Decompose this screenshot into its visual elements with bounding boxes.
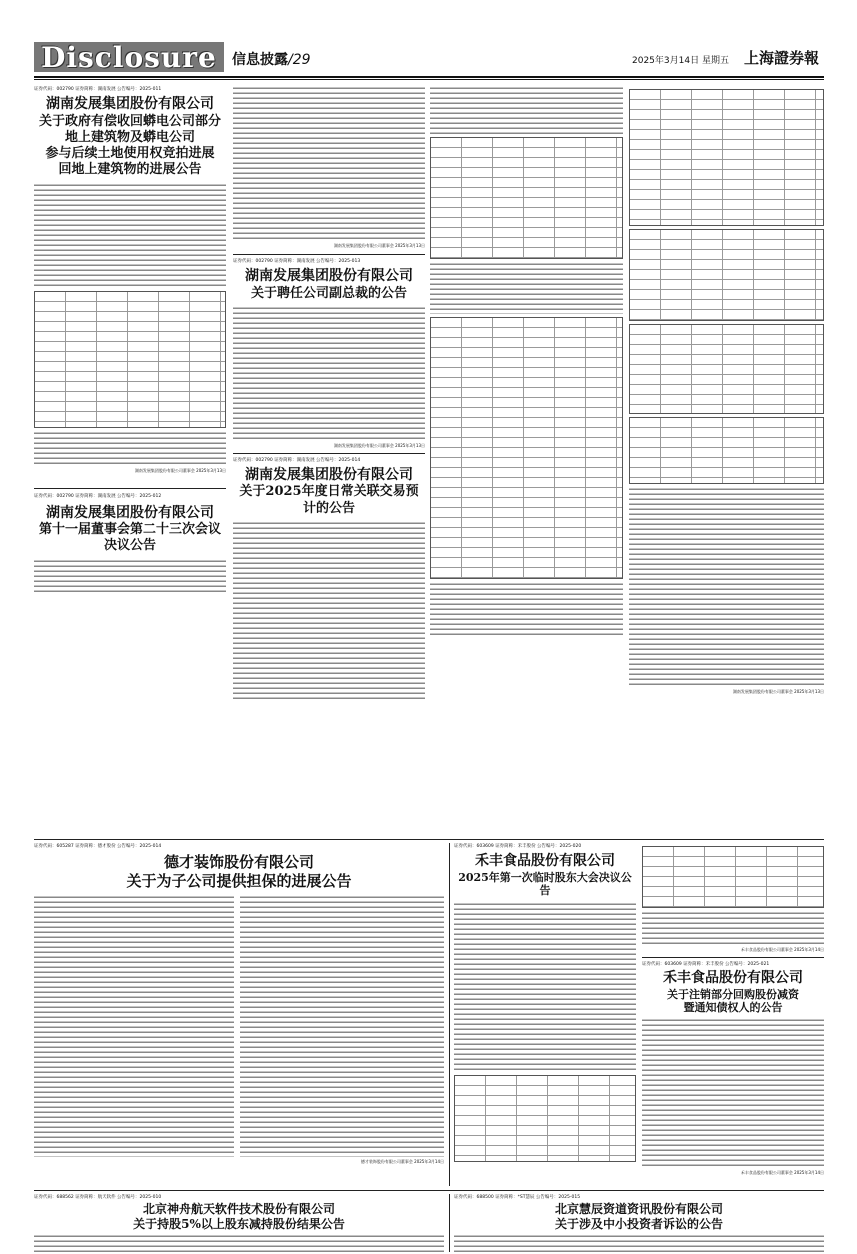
article-body bbox=[34, 559, 226, 595]
article-body bbox=[233, 521, 425, 701]
article-title-line: 关于政府有偿收回蟒电公司部分 bbox=[38, 113, 221, 129]
article-body bbox=[34, 183, 226, 288]
article-meta: 证券代码：688500 证券简称：*ST慧辰 公告编号：2025-015 bbox=[454, 1195, 581, 1200]
article-meta: 证券代码：605287 证券简称：德才股份 公告编号：2025-014 bbox=[34, 844, 162, 849]
company-name: 湖南发展集团股份有限公司 bbox=[245, 466, 413, 483]
article-title-line: 关于涉及中小投资者诉讼的公告 bbox=[554, 1217, 723, 1231]
section-divider bbox=[34, 1190, 824, 1191]
article-body bbox=[430, 86, 623, 134]
article-meta: 证券代码：688562 证券简称：航天软件 公告编号：2025-010 bbox=[34, 1195, 162, 1200]
company-name: 禾丰食品股份有限公司 bbox=[663, 970, 803, 986]
column-divider bbox=[449, 843, 450, 1186]
article-meta: 证券代码：002790 证券简称：湖南发展 公告编号：2025-014 bbox=[233, 457, 361, 463]
column-divider bbox=[449, 1194, 450, 1252]
issue-date: 2025年3月14日 星期五 bbox=[632, 56, 729, 66]
article-title-line: 关于聘任公司副总裁的公告 bbox=[250, 285, 407, 301]
data-table bbox=[629, 324, 824, 414]
article-decai bbox=[34, 843, 444, 1186]
article-body bbox=[454, 902, 636, 1072]
signature: 湖南发展集团股份有限公司董事会 2025年3月13日 bbox=[333, 243, 425, 248]
article-huichen bbox=[454, 1194, 824, 1252]
article-meta: 证券代码：603609 证券简称：禾丰股份 公告编号：2025-021 bbox=[642, 962, 770, 967]
article-meta: 证券代码：002790 证券简称：湖南发展 公告编号：2025-013 bbox=[233, 259, 361, 264]
article-body bbox=[233, 306, 425, 441]
article-meta: 证券代码：002790 证券简称：湖南发展 公告编号：2025-011 bbox=[34, 87, 162, 92]
article-hunan-3 bbox=[430, 86, 623, 834]
article-hunan-1 bbox=[34, 86, 226, 834]
section-name: 信息披露 bbox=[232, 52, 288, 68]
article-hunan-4 bbox=[629, 86, 824, 834]
article-body bbox=[642, 911, 824, 945]
signature: 湖南发展集团股份有限公司董事会 2025年3月13日 bbox=[333, 442, 425, 448]
data-table bbox=[454, 1075, 636, 1162]
article-body bbox=[454, 1234, 824, 1252]
article-hunan-2 bbox=[233, 86, 425, 834]
article-title-line: 关于为子公司提供担保的进展公告 bbox=[126, 871, 352, 890]
data-table bbox=[34, 291, 226, 428]
newspaper-name: 上海證券報 bbox=[744, 49, 820, 67]
article-body bbox=[233, 86, 425, 241]
company-name: 禾丰食品股份有限公司 bbox=[475, 853, 615, 869]
article-body bbox=[642, 1018, 824, 1168]
signature: 禾丰食品股份有限公司董事会 2025年3月14日 bbox=[740, 947, 824, 952]
article-body bbox=[34, 895, 234, 1157]
section-title bbox=[232, 49, 311, 69]
data-table bbox=[629, 229, 824, 321]
article-wellhope bbox=[454, 843, 824, 1186]
article-title-line: 回地上建筑物的进展公告 bbox=[58, 162, 202, 178]
company-name: 德才装饰股份有限公司 bbox=[163, 853, 314, 871]
signature: 湖南发展集团股份有限公司董事会 2025年3月13日 bbox=[134, 467, 226, 473]
divider bbox=[34, 488, 226, 489]
article-title-line: 关于持股5%以上股东减持股份结果公告 bbox=[133, 1217, 345, 1231]
article-aerospace bbox=[34, 1194, 444, 1252]
data-table bbox=[430, 317, 623, 579]
article-meta: 证券代码：002790 证券简称：湖南发展 公告编号：2025-012 bbox=[34, 493, 162, 499]
brand-logo: Disclosure bbox=[34, 42, 224, 72]
article-title-line: 参与后续土地使用权竞拍进展 bbox=[45, 146, 215, 161]
divider bbox=[233, 254, 425, 255]
data-table bbox=[430, 137, 623, 259]
data-table bbox=[642, 846, 824, 908]
article-meta: 证券代码：603609 证券简称：禾丰股份 公告编号：2025-020 bbox=[454, 844, 582, 849]
header-rule bbox=[34, 76, 824, 78]
article-title-line: 暨通知债权人的公告 bbox=[683, 1001, 783, 1015]
signature: 德才装饰股份有限公司董事会 2025年3月14日 bbox=[360, 1158, 444, 1164]
article-body bbox=[629, 487, 824, 687]
company-name: 湖南发展集团股份有限公司 bbox=[46, 504, 214, 521]
article-title-line: 关于2025年度日常关联交易预计的公告 bbox=[239, 484, 419, 516]
signature: 湖南发展集团股份有限公司董事会 2025年3月13日 bbox=[732, 689, 824, 694]
page-number: /29 bbox=[288, 52, 311, 68]
article-body bbox=[430, 262, 623, 314]
article-body bbox=[240, 895, 444, 1157]
article-body bbox=[34, 431, 226, 466]
article-title-line: 第十一届董事会第二十三次会议决议公告 bbox=[38, 522, 221, 554]
company-name: 北京神舟航天软件技术股份有限公司 bbox=[142, 1202, 335, 1216]
divider bbox=[233, 453, 425, 454]
divider bbox=[642, 957, 824, 958]
article-body bbox=[430, 582, 623, 637]
article-title-line: 2025年第一次临时股东大会决议公告 bbox=[458, 870, 632, 898]
article-title-line: 关于注销部分回购股份减资 bbox=[667, 987, 799, 1001]
article-body bbox=[34, 1234, 444, 1252]
page-header bbox=[0, 0, 857, 74]
company-name: 湖南发展集团股份有限公司 bbox=[245, 268, 413, 284]
data-table bbox=[629, 417, 824, 484]
signature: 禾丰食品股份有限公司董事会 2025年3月14日 bbox=[740, 1170, 824, 1175]
company-name: 湖南发展集团股份有限公司 bbox=[46, 96, 214, 112]
article-title-line: 地上建筑物及蟒电公司 bbox=[64, 129, 195, 145]
header-rule-thin bbox=[34, 79, 824, 80]
company-name: 北京慧辰资道资讯股份有限公司 bbox=[554, 1202, 723, 1216]
section-divider bbox=[34, 839, 824, 840]
data-table bbox=[629, 89, 824, 226]
